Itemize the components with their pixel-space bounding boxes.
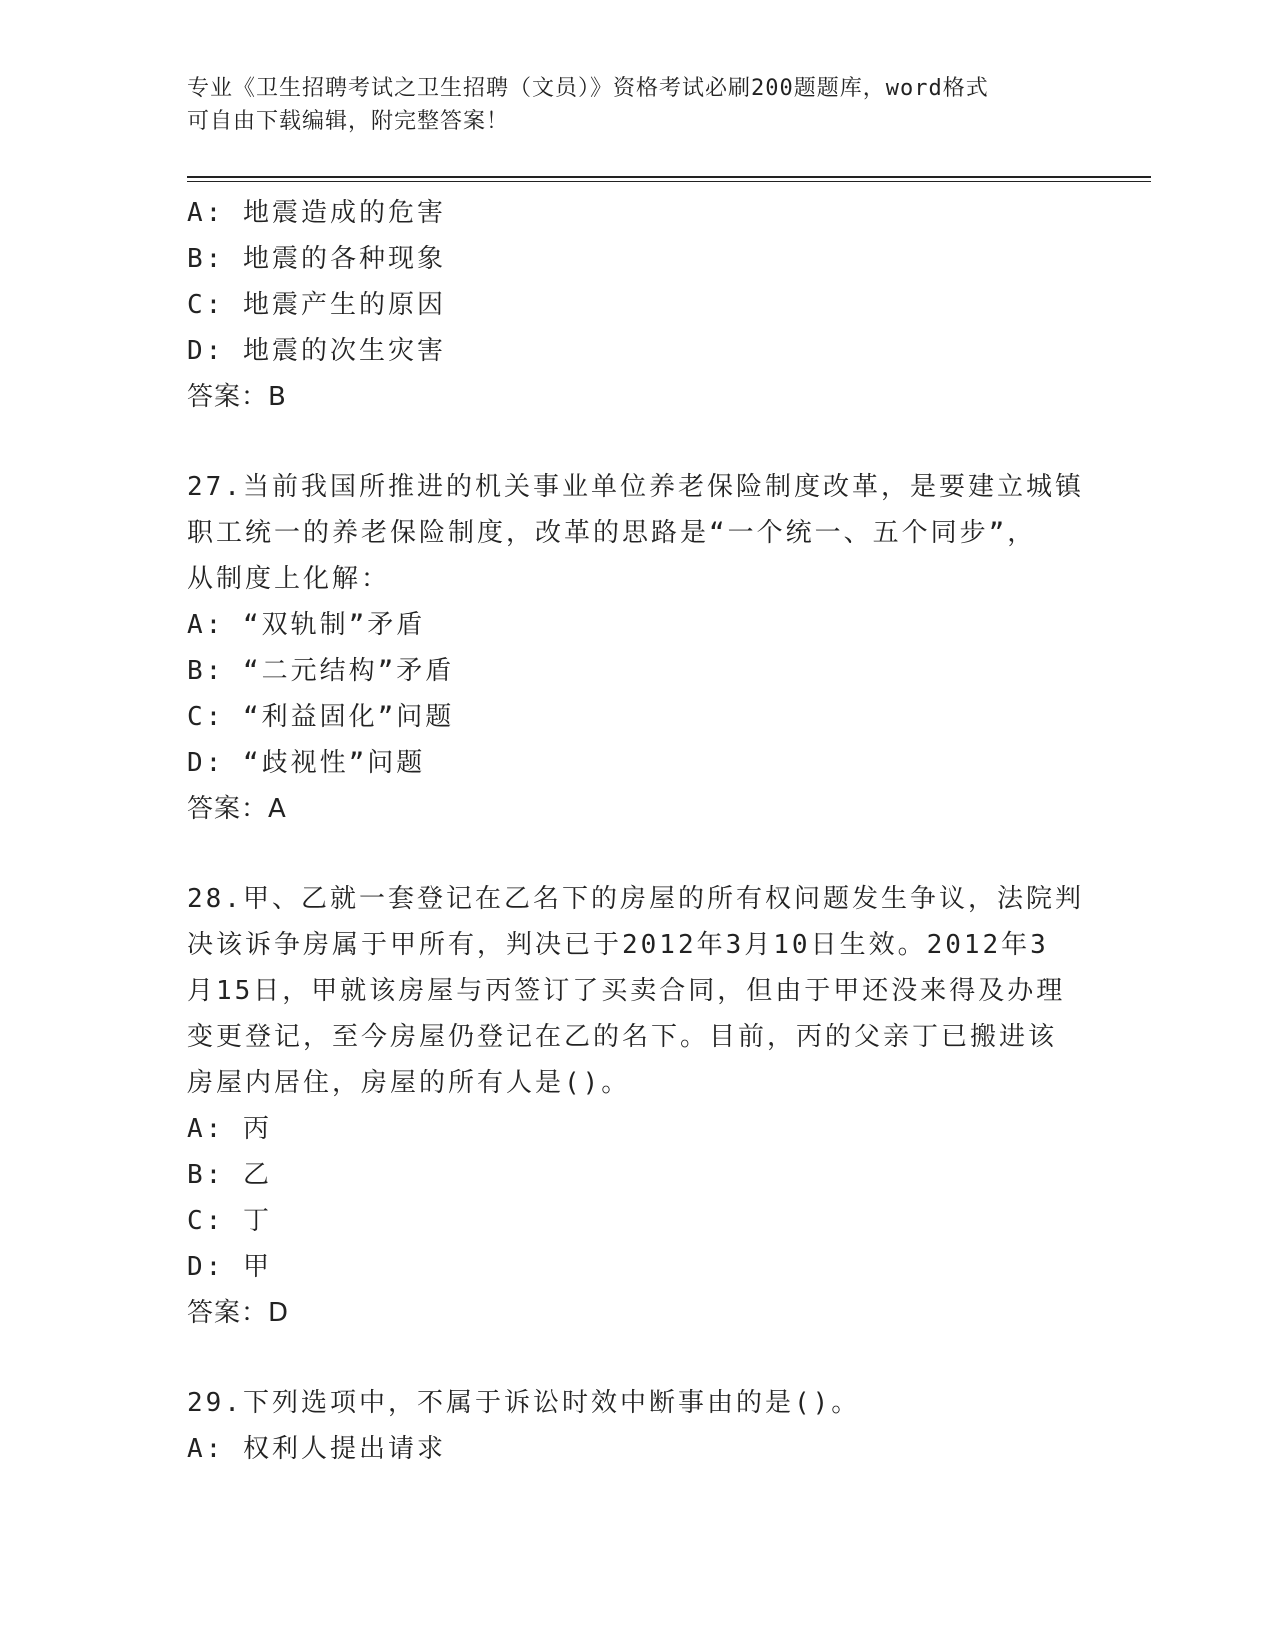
answer-line: 答案：B — [187, 382, 287, 412]
question-27 — [187, 464, 1087, 832]
option-d: D: 地震的次生灾害 — [187, 336, 446, 366]
header-divider-thick — [187, 176, 1151, 178]
header-line-1: 专业《卫生招聘考试之卫生招聘（文员）》资格考试必刷200题题库，word格式 — [187, 76, 989, 101]
question-stem-line: 变更登记，至今房屋仍登记在乙的名下。目前，丙的父亲丁已搬进该 — [187, 1022, 1058, 1052]
question-stem-line: 从制度上化解： — [187, 564, 391, 594]
option-b: B: 乙 — [187, 1160, 272, 1190]
option-c: C: 地震产生的原因 — [187, 290, 446, 320]
answer-line: 答案：D — [187, 1298, 290, 1328]
question-stem-line: 27.当前我国所推进的机关事业单位养老保险制度改革，是要建立城镇 — [187, 472, 1084, 502]
option-a: A: “双轨制”矛盾 — [187, 610, 426, 640]
option-a: A: 地震造成的危害 — [187, 198, 446, 228]
document-header — [187, 72, 1067, 138]
question-stem-line: 房屋内居住，房屋的所有人是()。 — [187, 1068, 631, 1098]
question-stem-line: 职工统一的养老保险制度，改革的思路是“一个统一、五个同步”， — [187, 518, 1037, 548]
option-c: C: 丁 — [187, 1206, 272, 1236]
question-content — [187, 190, 1087, 1472]
option-b: B: 地震的各种现象 — [187, 244, 446, 274]
header-line-2: 可自由下载编辑，附完整答案！ — [187, 109, 510, 134]
question-29 — [187, 1380, 1087, 1472]
question-stem-line: 月15日，甲就该房屋与丙签订了买卖合同，但由于甲还没来得及办理 — [187, 976, 1066, 1006]
question-stem-line: 决该诉争房属于甲所有，判决已于2012年3月10日生效。2012年3 — [187, 930, 1049, 960]
question-stem-line: 29.下列选项中，不属于诉讼时效中断事由的是()。 — [187, 1388, 861, 1418]
spacer — [187, 420, 1087, 464]
spacer — [187, 1336, 1087, 1380]
answer-line: 答案：A — [187, 794, 287, 824]
spacer — [187, 832, 1087, 876]
question-28 — [187, 876, 1087, 1336]
option-d: D: “歧视性”问题 — [187, 748, 426, 778]
option-a: A: 权利人提出请求 — [187, 1434, 446, 1464]
header-divider-thin — [187, 181, 1151, 182]
option-d: D: 甲 — [187, 1252, 272, 1282]
question-stem-line: 28.甲、乙就一套登记在乙名下的房屋的所有权问题发生争议，法院判 — [187, 884, 1084, 914]
option-b: B: “二元结构”矛盾 — [187, 656, 455, 686]
option-a: A: 丙 — [187, 1114, 272, 1144]
option-c: C: “利益固化”问题 — [187, 702, 455, 732]
question-26 — [187, 190, 1087, 420]
